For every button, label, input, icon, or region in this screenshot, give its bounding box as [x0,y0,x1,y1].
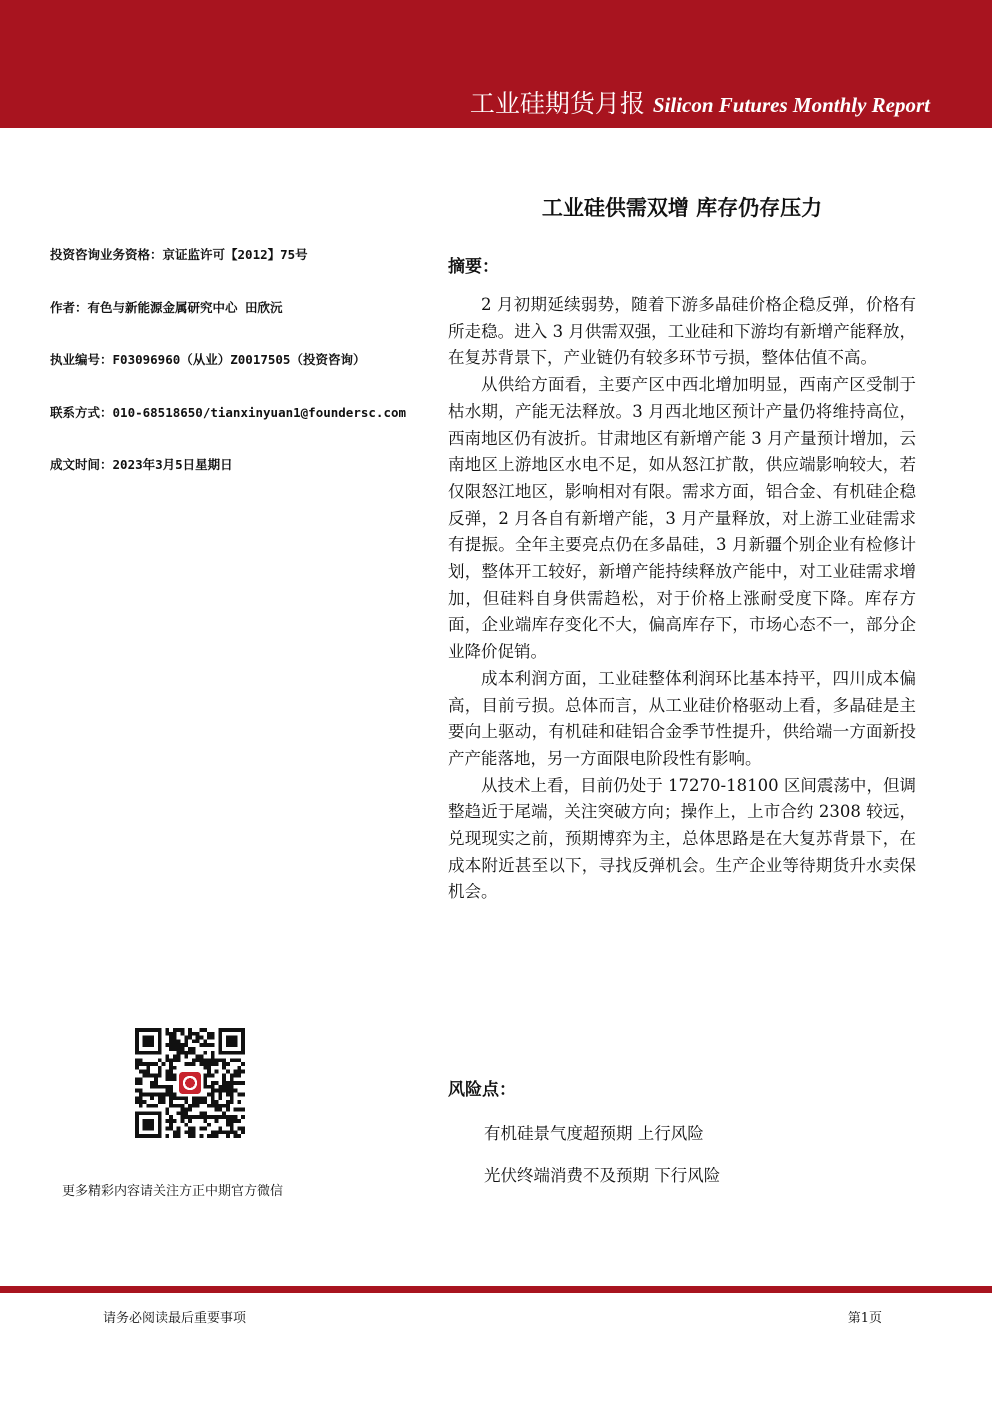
meta-date [50,455,430,473]
risk-item: 有机硅景气度超预期 上行风险 [484,1124,704,1143]
header-title-cn: 工业硅期货月报 [469,89,645,118]
meta-label: 执业编号： [50,352,113,367]
summary-paragraph: 成本利润方面，工业硅整体利润环比基本持平，四川成本偏高，目前亏损。总体而言，从工业硅价格驱动上看，多晶硅是主要向上驱动，有机硅和硅铝合金季节性提升，供给端一方面新投产产能落地，另一方面限电阶段性有影响。 [448,668,916,768]
meta-label: 成文时间： [50,457,113,472]
meta-contact [50,403,430,421]
meta-label: 联系方式： [50,405,113,420]
meta-value: 京证监许可【2012】75号 [162,247,308,262]
summary-paragraph: 从供给方面看，主要产区中西北增加明显，西南产区受制于枯水期，产能无法释放。3 月西北地区预计产量仍将维持高位，西南地区仍有波折。甘肃地区有新增产能 3 月产量预计增加，云南地区上游地区水电不足，如从怒江扩散，供应端影响较大，若仅限怒江地区，影响相对有限。需求方面，铝合金、有机硅企稳反弹，2 月各自有新增产能，3 月产量释放，对上游工业硅需求有提振。全年主要亮点仍在多晶硅，3 月新疆个别企业有检修计划，整体开工较好，新增产能持续释放产能中，对工业硅需求增加，但硅料自身供需趋松，对于价格上涨耐受度下降。库存方面，企业端库存变化不大，偏高库存下，市场心态不一，部分企业降价促销。 [448,375,916,662]
header-banner [0,0,992,128]
footer-divider [0,1286,992,1293]
header-title-en: Silicon Futures Monthly Report [652,93,930,117]
meta-qualification [50,245,430,263]
summary-heading: 摘要： [448,257,499,277]
meta-label: 投资咨询业务资格： [50,247,163,262]
summary-paragraph: 从技术上看，目前仍处于 17270-18100 区间震荡中，但调整趋近于尾端，关注突破方向；操作上，上市合约 2308 较远，兑现现实之前，预期博弈为主，总体思路是在大复苏背景下，在成本附近甚至以下，寻找反弹机会。生产企业等待期货升水卖保机会。 [448,775,916,902]
page-number: 第1页 [847,1311,882,1326]
footer-disclaimer: 请务必阅读最后重要事项 [103,1311,247,1326]
header-title [470,84,930,120]
meta-value: 2023年3月5日星期日 [112,457,233,472]
summary-paragraph: 2 月初期延续弱势，随着下游多晶硅价格企稳反弹，价格有所走稳。进入 3 月供需双强，工业硅和下游均有新增产能释放，在复苏背景下，产业链仍有较多环节亏损，整体估值不高。 [448,295,916,368]
qr-code-icon [135,1028,245,1138]
meta-label: 作者： [50,300,88,315]
risk-item: 光伏终端消费不及预期 下行风险 [484,1166,721,1185]
meta-value: 有色与新能源金属研究中心 田欣沅 [87,300,283,315]
meta-author [50,298,430,316]
meta-value: F03096960（从业）Z0017505（投资咨询） [112,352,366,367]
risk-heading: 风险点： [448,1080,516,1100]
meta-license [50,350,430,368]
report-title: 工业硅供需双增 库存仍存压力 [541,196,823,220]
summary-body [448,292,916,906]
qr-caption: 更多精彩内容请关注方正中期官方微信 [62,1184,284,1199]
meta-value: 010-68518650/tianxinyuan1@foundersc.com [112,405,407,420]
